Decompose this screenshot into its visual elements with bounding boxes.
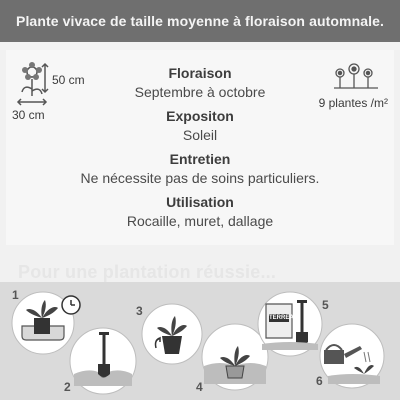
exposure-value: Soleil [182, 127, 218, 143]
step-4-number: 4 [196, 380, 203, 394]
usage-value: Rocaille, muret, dallage [126, 213, 274, 229]
usage-title: Utilisation [166, 194, 234, 210]
step-5-number: 5 [322, 298, 329, 312]
maintenance-value: Ne nécessite pas de soins particuliers. [80, 170, 320, 186]
step-3-number: 3 [136, 304, 143, 318]
step-2-number: 2 [64, 380, 71, 394]
description-text: Plante vivace de taille moyenne à floraison automnale. [16, 13, 384, 29]
step-2-dig-icon [68, 326, 138, 396]
planting-density: 9 plantes /m² [318, 96, 388, 110]
maintenance-title: Entretien [169, 151, 231, 167]
flowering-value: Septembre à octobre [134, 84, 266, 100]
clock-icon [60, 294, 82, 316]
step-5-compost-icon [256, 290, 324, 358]
step-3-unpot-icon [140, 302, 204, 366]
compost-bag-label: TERREAU [269, 315, 299, 321]
exposure-title: Expositon [166, 108, 234, 124]
width-label: 30 cm [12, 108, 45, 122]
step-6-water-icon [318, 322, 386, 390]
promo-heading: Pour une plantation réussie... [18, 262, 277, 282]
step-1-number: 1 [12, 288, 19, 302]
height-label: 50 cm [52, 73, 85, 87]
step-6-number: 6 [316, 374, 323, 388]
flowering-title: Floraison [168, 65, 232, 81]
description-banner [0, 0, 400, 42]
